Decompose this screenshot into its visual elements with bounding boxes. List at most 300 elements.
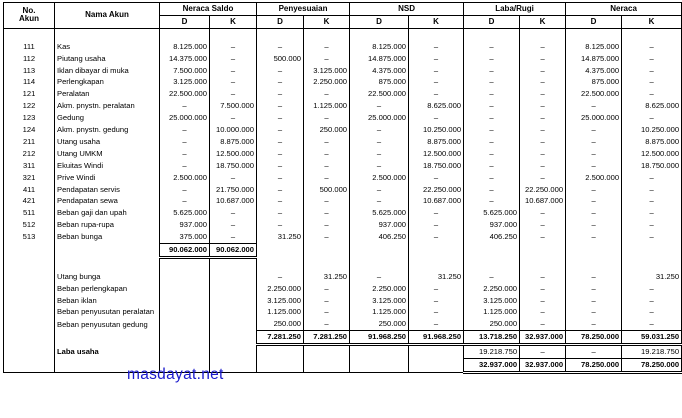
- account-name: Kas: [55, 41, 160, 53]
- value-cell: –: [622, 195, 682, 207]
- laba-usaha-label: Laba usaha: [55, 344, 160, 358]
- value-cell: –: [520, 53, 566, 65]
- account-row: [4, 112, 682, 124]
- empty-cell: [350, 257, 409, 270]
- value-cell: 19.218.750: [622, 344, 682, 358]
- value-cell: –: [566, 183, 622, 195]
- total-cell: 7.281.250: [304, 331, 350, 345]
- value-cell: 3.125.000: [257, 294, 304, 306]
- value-cell: 500.000: [304, 183, 350, 195]
- value-cell: –: [566, 271, 622, 283]
- value-cell: –: [409, 53, 464, 65]
- value-cell: –: [566, 207, 622, 219]
- value-cell: 7.500.000: [160, 64, 210, 76]
- account-number: 114: [4, 76, 55, 88]
- value-cell: –: [520, 112, 566, 124]
- value-cell: –: [304, 160, 350, 172]
- value-cell: 937.000: [160, 219, 210, 231]
- value-cell: –: [622, 306, 682, 318]
- value-cell: –: [622, 294, 682, 306]
- empty-cell: [409, 28, 464, 40]
- account-row: [4, 148, 682, 160]
- empty-cell: [622, 243, 682, 257]
- total-cell: 78.250.000: [622, 358, 682, 372]
- value-cell: –: [304, 148, 350, 160]
- value-cell: 14.375.000: [160, 53, 210, 65]
- account-number: 111: [4, 41, 55, 53]
- value-cell: –: [210, 171, 257, 183]
- empty-cell: [566, 28, 622, 40]
- account-number: 121: [4, 88, 55, 100]
- value-cell: –: [520, 76, 566, 88]
- ns-k: K: [210, 15, 257, 28]
- value-cell: 2.250.000: [464, 282, 520, 294]
- adjustment-account-row: [4, 306, 682, 318]
- value-cell: 8.125.000: [566, 41, 622, 53]
- col-nama-akun-header: Nama Akun: [55, 3, 160, 29]
- total-cell: 91.968.250: [350, 331, 409, 345]
- empty-cell: [304, 358, 350, 372]
- value-cell: –: [520, 219, 566, 231]
- empty-cell: [257, 344, 304, 358]
- value-cell: –: [160, 195, 210, 207]
- value-cell: 18.750.000: [210, 160, 257, 172]
- empty-cell: [622, 28, 682, 40]
- value-cell: 25.000.000: [160, 112, 210, 124]
- value-cell: –: [464, 183, 520, 195]
- account-name: Beban perlengkapan: [55, 282, 160, 294]
- empty-cell: [464, 243, 520, 257]
- value-cell: –: [520, 88, 566, 100]
- value-cell: 1.125.000: [464, 306, 520, 318]
- value-cell: 2.250.000: [304, 76, 350, 88]
- account-number: 421: [4, 195, 55, 207]
- value-cell: –: [257, 207, 304, 219]
- value-cell: –: [304, 306, 350, 318]
- value-cell: 25.000.000: [566, 112, 622, 124]
- value-cell: –: [409, 64, 464, 76]
- value-cell: 875.000: [566, 76, 622, 88]
- account-number: 122: [4, 100, 55, 112]
- account-name: Prive Windi: [55, 171, 160, 183]
- value-cell: –: [520, 344, 566, 358]
- account-row: [4, 64, 682, 76]
- empty-cell: [4, 294, 55, 306]
- value-cell: –: [304, 318, 350, 330]
- total-cell: 13.718.250: [464, 331, 520, 345]
- account-name: Akm. pnystn. gedung: [55, 124, 160, 136]
- adjustment-account-row: [4, 271, 682, 283]
- value-cell: –: [210, 76, 257, 88]
- value-cell: 1.125.000: [257, 306, 304, 318]
- value-cell: 22.500.000: [566, 88, 622, 100]
- empty-cell: [4, 358, 55, 372]
- value-cell: –: [257, 160, 304, 172]
- value-cell: 14.875.000: [566, 53, 622, 65]
- account-name: Utang bunga: [55, 271, 160, 283]
- value-cell: –: [520, 136, 566, 148]
- total-cell: 32.937.000: [520, 358, 566, 372]
- lr-k: K: [520, 15, 566, 28]
- account-name: Iklan dibayar di muka: [55, 64, 160, 76]
- empty-cell: [520, 257, 566, 270]
- value-cell: –: [160, 100, 210, 112]
- value-cell: –: [566, 294, 622, 306]
- value-cell: –: [520, 294, 566, 306]
- account-row: [4, 183, 682, 195]
- value-cell: 406.250: [464, 231, 520, 243]
- laba-usaha-row: [4, 344, 682, 358]
- value-cell: –: [257, 219, 304, 231]
- value-cell: 250.000: [350, 318, 409, 330]
- account-row: [4, 53, 682, 65]
- account-row: [4, 88, 682, 100]
- empty-cell: [566, 257, 622, 270]
- empty-cell: [160, 271, 210, 283]
- value-cell: –: [350, 124, 409, 136]
- account-name: Beban iklan: [55, 294, 160, 306]
- account-row: [4, 124, 682, 136]
- empty-cell: [4, 257, 55, 270]
- value-cell: –: [566, 306, 622, 318]
- empty-cell: [4, 318, 55, 330]
- value-cell: 31.250: [409, 271, 464, 283]
- value-cell: –: [566, 124, 622, 136]
- value-cell: –: [304, 219, 350, 231]
- value-cell: –: [160, 124, 210, 136]
- value-cell: –: [566, 136, 622, 148]
- value-cell: 3.125.000: [160, 76, 210, 88]
- value-cell: –: [520, 271, 566, 283]
- empty-cell: [350, 243, 409, 257]
- value-cell: –: [257, 112, 304, 124]
- account-row: [4, 100, 682, 112]
- empty-cell: [160, 28, 210, 40]
- empty-cell: [210, 28, 257, 40]
- total-cell: 59.031.250: [622, 331, 682, 345]
- worksheet-body: [4, 28, 682, 372]
- empty-cell: [409, 344, 464, 358]
- value-cell: –: [210, 112, 257, 124]
- value-cell: –: [257, 88, 304, 100]
- value-cell: –: [210, 53, 257, 65]
- value-cell: –: [566, 231, 622, 243]
- value-cell: 8.875.000: [210, 136, 257, 148]
- value-cell: –: [304, 136, 350, 148]
- total-cell: 7.281.250: [257, 331, 304, 345]
- account-name: Beban rupa-rupa: [55, 219, 160, 231]
- watermark: masdayat.net: [127, 366, 224, 383]
- value-cell: –: [350, 136, 409, 148]
- value-cell: –: [622, 183, 682, 195]
- value-cell: 8.875.000: [409, 136, 464, 148]
- empty-cell: [520, 243, 566, 257]
- value-cell: –: [566, 344, 622, 358]
- empty-cell: [464, 28, 520, 40]
- value-cell: –: [520, 231, 566, 243]
- value-cell: –: [464, 271, 520, 283]
- value-cell: 31.250: [257, 231, 304, 243]
- value-cell: –: [350, 183, 409, 195]
- value-cell: –: [409, 231, 464, 243]
- value-cell: 406.250: [350, 231, 409, 243]
- account-row: [4, 41, 682, 53]
- value-cell: –: [409, 112, 464, 124]
- value-cell: 5.625.000: [350, 207, 409, 219]
- value-cell: 22.500.000: [160, 88, 210, 100]
- value-cell: 375.000: [160, 231, 210, 243]
- total-cell: 90.062.000: [160, 243, 210, 257]
- value-cell: –: [409, 171, 464, 183]
- neraca-saldo-total-row: [4, 243, 682, 257]
- value-cell: 21.750.000: [210, 183, 257, 195]
- value-cell: –: [566, 100, 622, 112]
- value-cell: –: [304, 88, 350, 100]
- account-name: Ekuitas Windi: [55, 160, 160, 172]
- value-cell: –: [520, 282, 566, 294]
- empty-cell: [409, 358, 464, 372]
- value-cell: 31.250: [622, 271, 682, 283]
- empty-cell: [409, 243, 464, 257]
- total-cell: 32.937.000: [464, 358, 520, 372]
- account-name: Beban gaji dan upah: [55, 207, 160, 219]
- value-cell: –: [409, 282, 464, 294]
- value-cell: 10.687.000: [520, 195, 566, 207]
- spacer-row: [4, 257, 682, 270]
- empty-cell: [409, 257, 464, 270]
- value-cell: –: [622, 53, 682, 65]
- account-row: [4, 160, 682, 172]
- value-cell: 10.687.000: [409, 195, 464, 207]
- value-cell: –: [622, 231, 682, 243]
- value-cell: –: [566, 195, 622, 207]
- account-number: 411: [4, 183, 55, 195]
- empty-cell: [4, 271, 55, 283]
- value-cell: –: [409, 318, 464, 330]
- account-row: [4, 207, 682, 219]
- adjustment-account-row: [4, 282, 682, 294]
- value-cell: –: [160, 136, 210, 148]
- value-cell: 5.625.000: [464, 207, 520, 219]
- value-cell: 875.000: [350, 76, 409, 88]
- account-name: Beban penyusutan gedung: [55, 318, 160, 330]
- value-cell: –: [304, 207, 350, 219]
- account-row: [4, 219, 682, 231]
- empty-cell: [160, 318, 210, 330]
- value-cell: –: [409, 306, 464, 318]
- empty-cell: [4, 344, 55, 358]
- value-cell: 8.625.000: [409, 100, 464, 112]
- empty-cell: [160, 344, 210, 358]
- value-cell: –: [622, 41, 682, 53]
- value-cell: –: [257, 64, 304, 76]
- value-cell: –: [350, 195, 409, 207]
- value-cell: –: [464, 124, 520, 136]
- value-cell: –: [409, 294, 464, 306]
- account-name: Utang UMKM: [55, 148, 160, 160]
- account-name: Utang usaha: [55, 136, 160, 148]
- value-cell: –: [622, 318, 682, 330]
- value-cell: –: [160, 160, 210, 172]
- value-cell: –: [409, 76, 464, 88]
- value-cell: –: [622, 207, 682, 219]
- value-cell: 18.750.000: [409, 160, 464, 172]
- empty-cell: [304, 28, 350, 40]
- value-cell: –: [566, 219, 622, 231]
- value-cell: –: [257, 124, 304, 136]
- ns-d: D: [160, 15, 210, 28]
- value-cell: –: [622, 64, 682, 76]
- account-name: Pendapatan sewa: [55, 195, 160, 207]
- value-cell: 1.125.000: [350, 306, 409, 318]
- value-cell: 2.500.000: [350, 171, 409, 183]
- value-cell: 2.250.000: [257, 282, 304, 294]
- account-name: Akm. pnystn. peralatan: [55, 100, 160, 112]
- empty-cell: [210, 318, 257, 330]
- empty-cell: [350, 344, 409, 358]
- value-cell: –: [257, 76, 304, 88]
- value-cell: –: [210, 88, 257, 100]
- value-cell: –: [409, 41, 464, 53]
- value-cell: 8.875.000: [622, 136, 682, 148]
- value-cell: –: [622, 112, 682, 124]
- account-row: [4, 171, 682, 183]
- value-cell: –: [210, 231, 257, 243]
- value-cell: –: [520, 100, 566, 112]
- value-cell: –: [257, 195, 304, 207]
- worksheet-table: [3, 2, 682, 374]
- value-cell: 1.125.000: [304, 100, 350, 112]
- value-cell: 3.125.000: [464, 294, 520, 306]
- account-name: Perlengkapan: [55, 76, 160, 88]
- group-penyesuaian: Penyesuaian: [257, 3, 350, 16]
- account-name: Peralatan: [55, 88, 160, 100]
- value-cell: 14.875.000: [350, 53, 409, 65]
- value-cell: –: [622, 76, 682, 88]
- account-number: 211: [4, 136, 55, 148]
- group-neraca: Neraca: [566, 3, 682, 16]
- value-cell: 250.000: [304, 124, 350, 136]
- value-cell: 3.125.000: [304, 64, 350, 76]
- value-cell: –: [520, 160, 566, 172]
- value-cell: –: [304, 294, 350, 306]
- value-cell: –: [210, 64, 257, 76]
- nsd-k: K: [409, 15, 464, 28]
- value-cell: –: [304, 282, 350, 294]
- value-cell: 22.250.000: [409, 183, 464, 195]
- empty-cell: [304, 257, 350, 270]
- empty-cell: [566, 243, 622, 257]
- value-cell: –: [210, 219, 257, 231]
- empty-cell: [464, 257, 520, 270]
- value-cell: –: [622, 219, 682, 231]
- value-cell: 937.000: [350, 219, 409, 231]
- value-cell: –: [257, 148, 304, 160]
- account-number: 113: [4, 64, 55, 76]
- empty-cell: [210, 271, 257, 283]
- value-cell: 19.218.750: [464, 344, 520, 358]
- empty-cell: [55, 243, 160, 257]
- value-cell: –: [464, 195, 520, 207]
- value-cell: –: [304, 171, 350, 183]
- value-cell: 10.000.000: [210, 124, 257, 136]
- account-name: Beban penyusutan peralatan: [55, 306, 160, 318]
- value-cell: –: [520, 306, 566, 318]
- value-cell: –: [304, 112, 350, 124]
- empty-cell: [4, 28, 55, 40]
- account-name: Beban bunga: [55, 231, 160, 243]
- value-cell: –: [304, 41, 350, 53]
- empty-cell: [520, 28, 566, 40]
- account-row: [4, 136, 682, 148]
- value-cell: –: [464, 160, 520, 172]
- value-cell: 8.125.000: [160, 41, 210, 53]
- value-cell: –: [257, 100, 304, 112]
- value-cell: 25.000.000: [350, 112, 409, 124]
- empty-cell: [622, 257, 682, 270]
- value-cell: 31.250: [304, 271, 350, 283]
- group-neraca-saldo: Neraca Saldo: [160, 3, 257, 16]
- empty-cell: [160, 306, 210, 318]
- value-cell: –: [257, 41, 304, 53]
- value-cell: 12.500.000: [622, 148, 682, 160]
- value-cell: 10.250.000: [622, 124, 682, 136]
- account-name: Piutang usaha: [55, 53, 160, 65]
- value-cell: –: [464, 64, 520, 76]
- empty-cell: [210, 282, 257, 294]
- value-cell: –: [520, 124, 566, 136]
- value-cell: –: [304, 53, 350, 65]
- adjustment-account-row: [4, 294, 682, 306]
- empty-cell: [160, 331, 210, 345]
- account-number: 112: [4, 53, 55, 65]
- value-cell: 10.250.000: [409, 124, 464, 136]
- value-cell: –: [464, 41, 520, 53]
- col-no-akun-header: [4, 3, 55, 29]
- value-cell: –: [520, 148, 566, 160]
- account-number: 513: [4, 231, 55, 243]
- value-cell: –: [304, 231, 350, 243]
- value-cell: –: [464, 136, 520, 148]
- account-name: Pendapatan servis: [55, 183, 160, 195]
- value-cell: 500.000: [257, 53, 304, 65]
- total-cell: 91.968.250: [409, 331, 464, 345]
- empty-cell: [55, 257, 160, 270]
- value-cell: 8.125.000: [350, 41, 409, 53]
- ner-d: D: [566, 15, 622, 28]
- empty-cell: [304, 344, 350, 358]
- total-cell: 32.937.000: [520, 331, 566, 345]
- value-cell: 5.625.000: [160, 207, 210, 219]
- value-cell: –: [520, 318, 566, 330]
- empty-cell: [160, 294, 210, 306]
- pen-k: K: [304, 15, 350, 28]
- value-cell: –: [566, 318, 622, 330]
- value-cell: –: [350, 271, 409, 283]
- grand-totals-row: [4, 358, 682, 372]
- header-akun: Akun: [19, 14, 39, 24]
- value-cell: –: [257, 171, 304, 183]
- value-cell: 12.500.000: [210, 148, 257, 160]
- value-cell: 4.375.000: [350, 64, 409, 76]
- value-cell: –: [409, 207, 464, 219]
- value-cell: 937.000: [464, 219, 520, 231]
- value-cell: –: [409, 219, 464, 231]
- nsd-d: D: [350, 15, 409, 28]
- empty-cell: [257, 257, 304, 270]
- value-cell: –: [160, 183, 210, 195]
- account-number: 321: [4, 171, 55, 183]
